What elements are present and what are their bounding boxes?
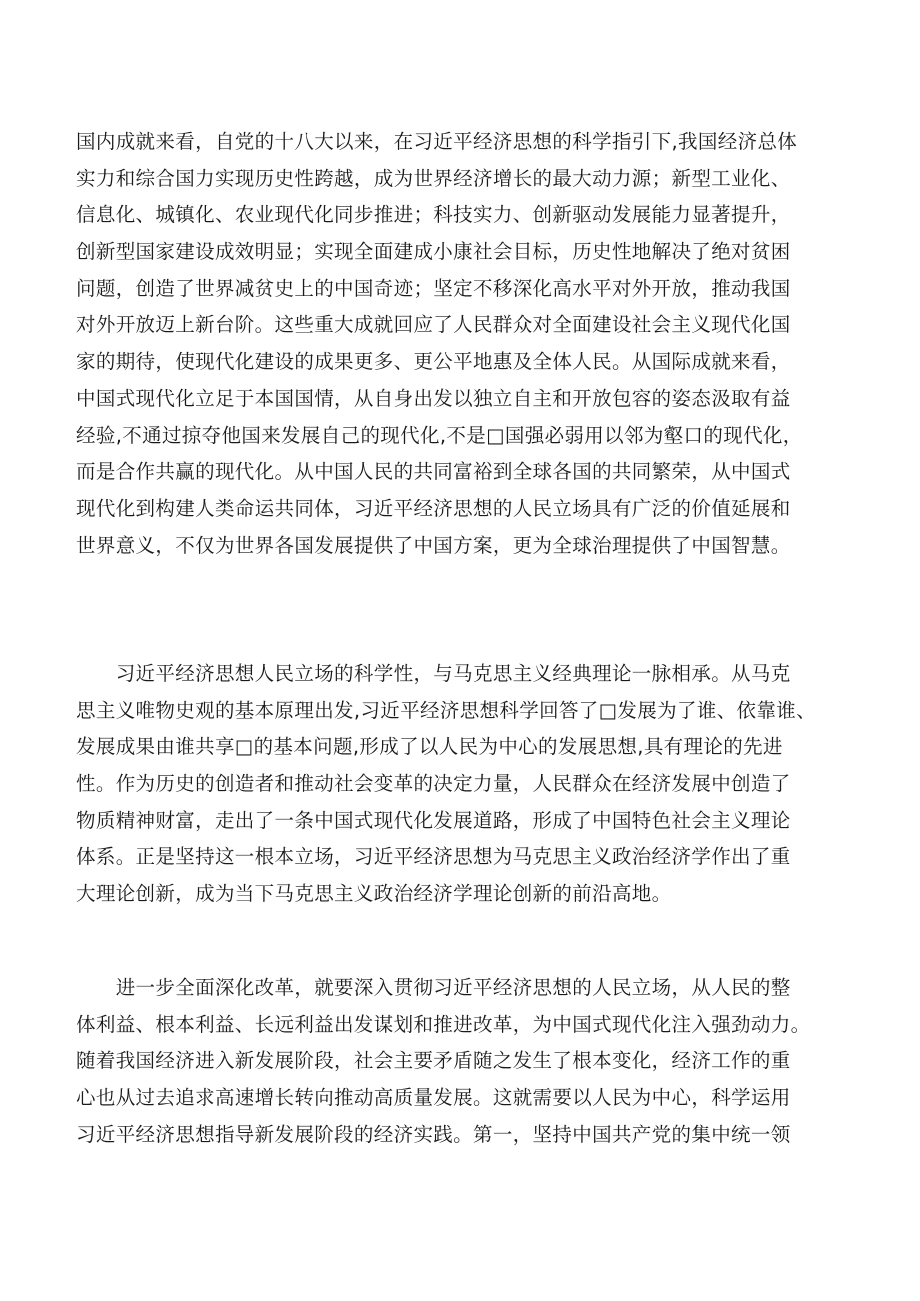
text-line: 思主义唯物史观的基本原理出发,习近平经济思想科学回答了□发展为了谁、依靠谁、 (76, 698, 816, 722)
text-line: 国内成就来看，自党的十八大以来，在习近平经济思想的科学指引下,我国经济总体 (76, 130, 798, 153)
paragraph-domestic-and-international-achievements (76, 124, 866, 564)
text-line: 现代化到构建人类命运共同体，习近平经济思想的人民立场具有广泛的价值延展和 (76, 496, 791, 520)
text-line: 习近平经济思想指导新发展阶段的经济实践。第一，坚持中国共产党的集中统一领 (76, 1122, 791, 1146)
text-line: 体利益、根本利益、长远利益出发谋划和推进改革，为中国式现代化注入强劲动力。 (76, 1012, 811, 1036)
text-line: 世界意义，不仅为世界各国发展提供了中国方案，更为全球治理提供了中国智慧。 (76, 533, 791, 557)
text-line: 创新型国家建设成效明显；实现全面建成小康社会目标，历史性地解决了绝对贫困 (76, 240, 791, 264)
text-line: 体系。正是坚持这一根本立场，习近平经济思想为马克思主义政治经济学作出了重 (76, 845, 791, 869)
text-line: 进一步全面深化改革，就要深入贯彻习近平经济思想的人民立场，从人民的整 (76, 976, 791, 999)
text-line: 发展成果由谁共享□的基本问题,形成了以人民为中心的发展思想,具有理论的先进 (76, 735, 783, 759)
text-line: 习近平经济思想人民立场的科学性，与马克思主义经典理论一脉相承。从马克 (76, 662, 791, 685)
text-line: 物质精神财富，走出了一条中国式现代化发展道路，形成了中国特色社会主义理论 (76, 808, 791, 832)
text-line: 家的期待，使现代化建设的成果更多、更公平地惠及全体人民。从国际成就来看， (76, 350, 791, 374)
text-line: 中国式现代化立足于本国国情，从自身出发以独立自主和开放包容的姿态汲取有益 (76, 386, 791, 410)
text-line: 心也从过去追求高速增长转向推动高质量发展。这就需要以人民为中心，科学运用 (76, 1086, 791, 1110)
text-line: 大理论创新，成为当下马克思主义政治经济学理论创新的前沿高地。 (76, 882, 672, 906)
text-line: 信息化、城镇化、农业现代化同步推进；科技实力、创新驱动发展能力显著提升， (76, 203, 791, 227)
text-line: 随着我国经济进入新发展阶段，社会主要矛盾随之发生了根本变化，经济工作的重 (76, 1049, 791, 1073)
text-line: 实力和综合国力实现历史性跨越，成为世界经济增长的最大动力源；新型工业化、 (76, 166, 791, 190)
text-line: 经验,不通过掠夺他国来发展自己的现代化,不是□国强必弱用以邻为壑口的现代化， (76, 423, 803, 447)
text-line: 性。作为历史的创造者和推动社会变革的决定力量，人民群众在经济发展中创造了 (76, 772, 791, 796)
text-line: 对外开放迈上新台阶。这些重大成就回应了人民群众对全面建设社会主义现代化国 (76, 313, 791, 337)
paragraph-scientific-nature-of-people-stance (76, 656, 866, 913)
paragraph-deepening-reform (76, 970, 866, 1153)
text-line: 而是合作共赢的现代化。从中国人民的共同富裕到全球各国的共同繁荣，从中国式 (76, 460, 791, 484)
text-line: 问题，创造了世界减贫史上的中国奇迹；坚定不移深化高水平对外开放，推动我国 (76, 276, 791, 300)
